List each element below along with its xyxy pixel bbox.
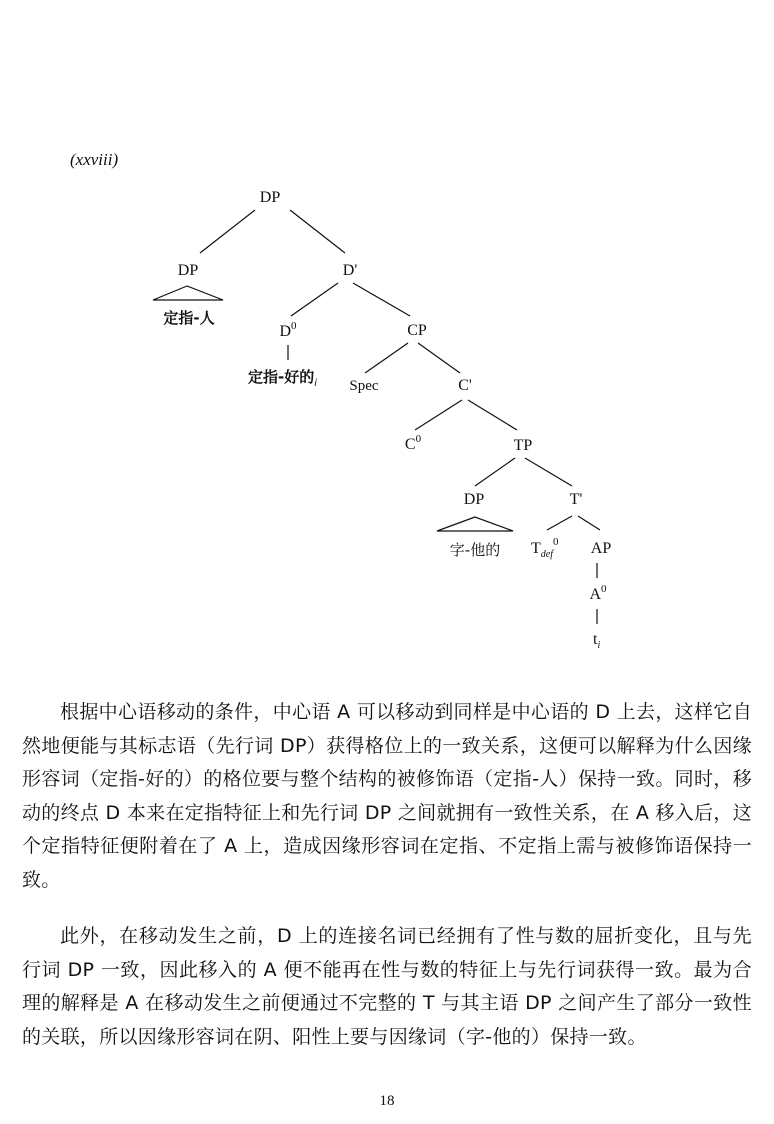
branch-tbar-to-t0	[547, 516, 572, 530]
node-trace: $t_i$	[593, 631, 601, 651]
branch-dp-to-dbar	[290, 210, 345, 253]
branch-cp-to-cbar	[418, 343, 460, 373]
triangle-dp-spec	[153, 286, 223, 300]
node-a0: $A^0$	[589, 583, 607, 603]
example-label: (xxviii)	[70, 150, 119, 169]
node-dp-subject: DP	[463, 491, 485, 508]
branch-tp-to-dp	[475, 458, 515, 486]
branch-cbar-to-tp	[468, 400, 517, 430]
node-c0: $C^0$	[404, 433, 422, 453]
paragraph-2: 此外，在移动发生之前，D 上的连接名词已经拥有了性与数的屈折变化，且与先行词 DP 一致，因此移入的 A 便不能再在性与数的特征上与先行词获得一致。最为合理的解释是 A 在移动发生之前便通过不完整的 T 与其主语 DP 之间产生了部分一致性的关联，所以因缘形容词在阴、阳性上要与因缘词（字-他的）保持一致。	[22, 925, 752, 1048]
node-cbar: C'	[458, 377, 472, 394]
branch-cp-to-spec	[365, 343, 408, 373]
node-cp: CP	[407, 322, 427, 339]
node-ap: AP	[590, 540, 612, 557]
node-dp-root: DP	[259, 189, 281, 206]
paragraph-1: 根据中心语移动的条件，中心语 A 可以移动到同样是中心语的 D 上去，这样它自然地便能与其标志语（先行词 DP）获得格位上的一致关系，这便可以解释为什么因缘形容词（定指-好的）的格位要与整个结构的被修饰语（定指-人）保持一致。同时，移动的终点 D 本来在定指特征上和先行词 DP 之间就拥有一致性关系，在 A 移入后，这个定指特征便附着在了 A 上，造成因缘形容词在定指、不定指上需与被修饰语保持一致。	[22, 701, 752, 891]
node-spec: Spec	[349, 378, 379, 394]
branch-cbar-to-c0	[415, 400, 462, 430]
node-tbar: T'	[569, 491, 583, 508]
node-tp: TP	[513, 437, 533, 454]
branch-tp-to-tbar	[525, 458, 572, 486]
node-dbar: D'	[342, 262, 358, 279]
node-d0: $D^0$	[279, 320, 297, 340]
branch-tbar-to-ap	[578, 516, 600, 530]
node-dp-spec: DP	[177, 262, 199, 279]
branch-dbar-to-cp	[353, 283, 410, 316]
branch-dp-to-dpspec	[200, 210, 255, 253]
terminal-dp-spec: 定指-人	[163, 309, 215, 327]
node-t0: $T_{def}^0$	[531, 536, 559, 560]
terminal-d0: 定指-好的$_i$	[248, 368, 318, 389]
triangle-dp-subject	[437, 517, 513, 531]
terminal-dp-subject: 字-他的	[449, 541, 501, 559]
page-number: 18	[379, 1093, 395, 1109]
branch-dbar-to-d0	[291, 283, 338, 316]
